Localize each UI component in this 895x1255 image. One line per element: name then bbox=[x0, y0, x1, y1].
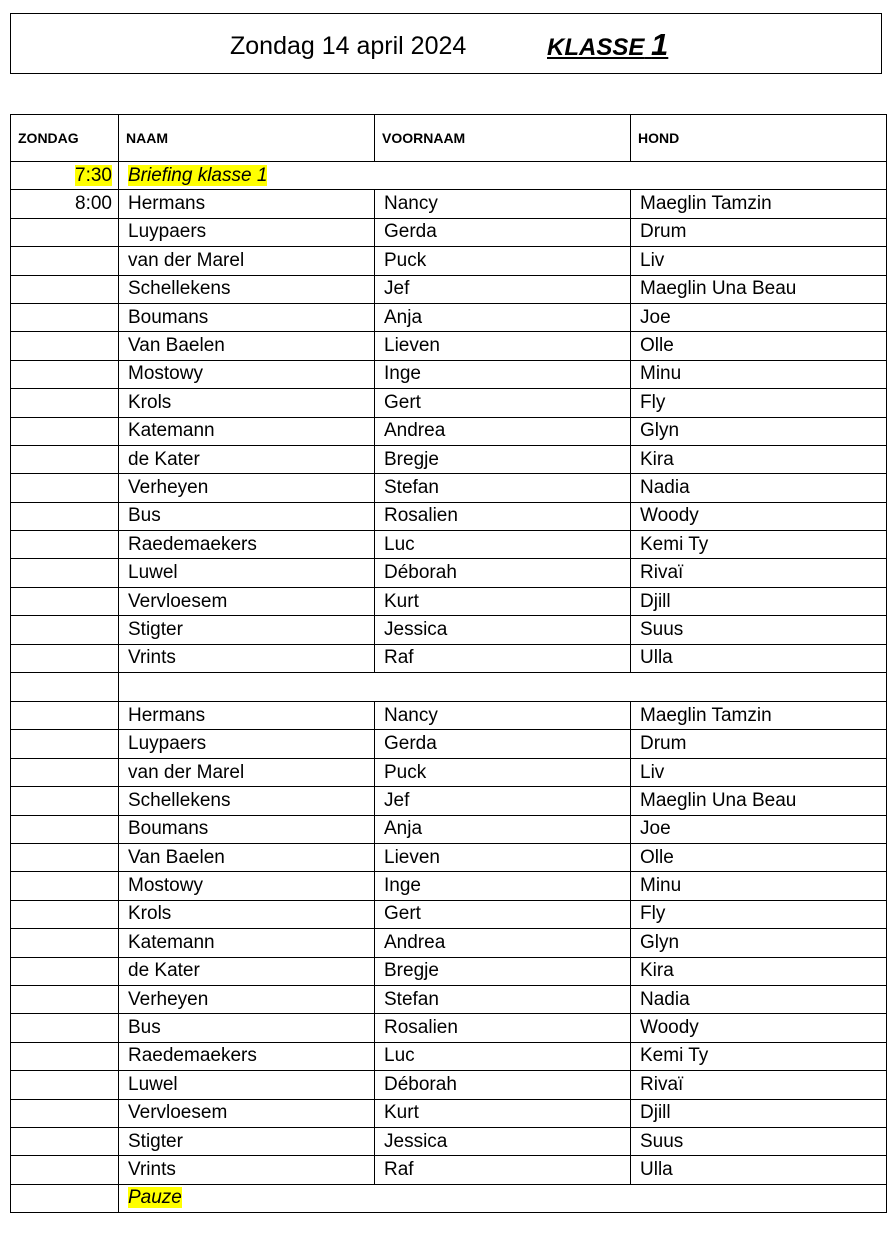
hond-cell: Maeglin Una Beau bbox=[631, 275, 887, 303]
time-cell bbox=[11, 417, 119, 445]
time-cell bbox=[11, 218, 119, 246]
voornaam-cell: Stefan bbox=[375, 474, 631, 502]
table-row bbox=[11, 531, 887, 559]
table-row bbox=[11, 900, 887, 928]
naam-cell: Vervloesem bbox=[119, 587, 375, 615]
voornaam-cell: Andrea bbox=[375, 417, 631, 445]
hond-cell: Nadia bbox=[631, 985, 887, 1013]
header-hond: HOND bbox=[631, 115, 887, 162]
table-row bbox=[11, 1127, 887, 1155]
table-row bbox=[11, 360, 887, 388]
briefing-time-cell bbox=[11, 162, 119, 190]
voornaam-cell: Puck bbox=[375, 247, 631, 275]
hond-cell: Djill bbox=[631, 1099, 887, 1127]
table-row bbox=[11, 332, 887, 360]
naam-cell: Schellekens bbox=[119, 275, 375, 303]
hond-cell: Fly bbox=[631, 900, 887, 928]
time-cell bbox=[11, 559, 119, 587]
hond-cell: Woody bbox=[631, 1014, 887, 1042]
hond-cell: Olle bbox=[631, 332, 887, 360]
naam-cell: Vervloesem bbox=[119, 1099, 375, 1127]
voornaam-cell: Jef bbox=[375, 787, 631, 815]
hond-cell: Nadia bbox=[631, 474, 887, 502]
time-cell bbox=[11, 332, 119, 360]
briefing-time: 7:30 bbox=[75, 164, 112, 186]
naam-cell: Vrints bbox=[119, 644, 375, 672]
naam-cell: van der Marel bbox=[119, 758, 375, 786]
klasse-title bbox=[547, 28, 668, 65]
naam-cell: Krols bbox=[119, 389, 375, 417]
time-cell bbox=[11, 1014, 119, 1042]
naam-cell: Luwel bbox=[119, 1071, 375, 1099]
voornaam-cell: Bregje bbox=[375, 445, 631, 473]
hond-cell: Joe bbox=[631, 303, 887, 331]
naam-cell: Mostowy bbox=[119, 360, 375, 388]
title-box bbox=[10, 13, 882, 74]
table-row bbox=[11, 730, 887, 758]
voornaam-cell: Stefan bbox=[375, 985, 631, 1013]
time-cell bbox=[11, 900, 119, 928]
voornaam-cell: Raf bbox=[375, 644, 631, 672]
voornaam-cell: Kurt bbox=[375, 1099, 631, 1127]
header-voornaam: VOORNAAM bbox=[375, 115, 631, 162]
time-cell bbox=[11, 1127, 119, 1155]
voornaam-cell: Nancy bbox=[375, 702, 631, 730]
naam-cell: Vrints bbox=[119, 1156, 375, 1184]
hond-cell: Kira bbox=[631, 445, 887, 473]
naam-cell: Van Baelen bbox=[119, 843, 375, 871]
table-row bbox=[11, 303, 887, 331]
table-row bbox=[11, 957, 887, 985]
voornaam-cell: Lieven bbox=[375, 332, 631, 360]
naam-cell: Krols bbox=[119, 900, 375, 928]
hond-cell: Maeglin Tamzin bbox=[631, 190, 887, 218]
table-row bbox=[11, 616, 887, 644]
voornaam-cell: Jessica bbox=[375, 616, 631, 644]
time-cell bbox=[11, 275, 119, 303]
hond-cell: Kemi Ty bbox=[631, 531, 887, 559]
hond-cell: Glyn bbox=[631, 929, 887, 957]
naam-cell: Luwel bbox=[119, 559, 375, 587]
time-cell bbox=[11, 445, 119, 473]
voornaam-cell: Jef bbox=[375, 275, 631, 303]
voornaam-cell: Gert bbox=[375, 389, 631, 417]
hond-cell: Olle bbox=[631, 843, 887, 871]
table-row bbox=[11, 247, 887, 275]
time-cell bbox=[11, 502, 119, 530]
voornaam-cell: Jessica bbox=[375, 1127, 631, 1155]
table-row bbox=[11, 1042, 887, 1070]
time-cell bbox=[11, 730, 119, 758]
naam-cell: van der Marel bbox=[119, 247, 375, 275]
voornaam-cell: Gert bbox=[375, 900, 631, 928]
table-row bbox=[11, 218, 887, 246]
voornaam-cell: Andrea bbox=[375, 929, 631, 957]
hond-cell: Minu bbox=[631, 872, 887, 900]
naam-cell: Boumans bbox=[119, 303, 375, 331]
time-cell bbox=[11, 389, 119, 417]
briefing-cell bbox=[119, 162, 887, 190]
time-cell bbox=[11, 644, 119, 672]
hond-cell: Djill bbox=[631, 587, 887, 615]
naam-cell: Bus bbox=[119, 1014, 375, 1042]
table-row bbox=[11, 389, 887, 417]
voornaam-cell: Luc bbox=[375, 1042, 631, 1070]
table-row bbox=[11, 1099, 887, 1127]
naam-cell: Verheyen bbox=[119, 474, 375, 502]
time-cell bbox=[11, 872, 119, 900]
time-cell bbox=[11, 1156, 119, 1184]
time-cell bbox=[11, 360, 119, 388]
hond-cell: Maeglin Tamzin bbox=[631, 702, 887, 730]
naam-cell: Hermans bbox=[119, 190, 375, 218]
pause-cell bbox=[119, 1184, 887, 1212]
table-row bbox=[11, 787, 887, 815]
briefing-label: Briefing klasse 1 bbox=[128, 164, 268, 186]
voornaam-cell: Gerda bbox=[375, 730, 631, 758]
naam-cell: Verheyen bbox=[119, 985, 375, 1013]
pause-time-cell bbox=[11, 1184, 119, 1212]
table-row bbox=[11, 929, 887, 957]
table-row bbox=[11, 559, 887, 587]
spacer-time-cell bbox=[11, 673, 119, 702]
hond-cell: Joe bbox=[631, 815, 887, 843]
time-cell: 8:00 bbox=[11, 190, 119, 218]
naam-cell: Boumans bbox=[119, 815, 375, 843]
table-row bbox=[11, 843, 887, 871]
time-cell bbox=[11, 474, 119, 502]
time-cell bbox=[11, 616, 119, 644]
header-naam: NAAM bbox=[119, 115, 375, 162]
voornaam-cell: Anja bbox=[375, 303, 631, 331]
voornaam-cell: Luc bbox=[375, 531, 631, 559]
table-row bbox=[11, 702, 887, 730]
naam-cell: Katemann bbox=[119, 929, 375, 957]
hond-cell: Rivaï bbox=[631, 1071, 887, 1099]
hond-cell: Suus bbox=[631, 616, 887, 644]
voornaam-cell: Déborah bbox=[375, 559, 631, 587]
table-row bbox=[11, 1014, 887, 1042]
briefing-row bbox=[11, 162, 887, 190]
table-row bbox=[11, 644, 887, 672]
table-row bbox=[11, 1071, 887, 1099]
hond-cell: Minu bbox=[631, 360, 887, 388]
hond-cell: Woody bbox=[631, 502, 887, 530]
voornaam-cell: Lieven bbox=[375, 843, 631, 871]
time-cell bbox=[11, 815, 119, 843]
hond-cell: Liv bbox=[631, 247, 887, 275]
time-cell bbox=[11, 957, 119, 985]
time-cell bbox=[11, 587, 119, 615]
naam-cell: Raedemaekers bbox=[119, 1042, 375, 1070]
time-cell bbox=[11, 247, 119, 275]
table-row bbox=[11, 758, 887, 786]
naam-cell: Van Baelen bbox=[119, 332, 375, 360]
naam-cell: Bus bbox=[119, 502, 375, 530]
hond-cell: Drum bbox=[631, 218, 887, 246]
table-row bbox=[11, 474, 887, 502]
time-cell bbox=[11, 787, 119, 815]
table-row bbox=[11, 445, 887, 473]
hond-cell: Maeglin Una Beau bbox=[631, 787, 887, 815]
hond-cell: Fly bbox=[631, 389, 887, 417]
naam-cell: Katemann bbox=[119, 417, 375, 445]
table-row bbox=[11, 587, 887, 615]
naam-cell: Stigter bbox=[119, 616, 375, 644]
table-row bbox=[11, 872, 887, 900]
naam-cell: de Kater bbox=[119, 957, 375, 985]
hond-cell: Rivaï bbox=[631, 559, 887, 587]
pause-label: Pauze bbox=[128, 1187, 182, 1209]
naam-cell: Raedemaekers bbox=[119, 531, 375, 559]
naam-cell: Luypaers bbox=[119, 730, 375, 758]
voornaam-cell: Puck bbox=[375, 758, 631, 786]
hond-cell: Suus bbox=[631, 1127, 887, 1155]
voornaam-cell: Bregje bbox=[375, 957, 631, 985]
voornaam-cell: Nancy bbox=[375, 190, 631, 218]
table-row bbox=[11, 190, 887, 218]
hond-cell: Liv bbox=[631, 758, 887, 786]
voornaam-cell: Kurt bbox=[375, 587, 631, 615]
naam-cell: de Kater bbox=[119, 445, 375, 473]
voornaam-cell: Inge bbox=[375, 872, 631, 900]
time-cell bbox=[11, 985, 119, 1013]
time-cell bbox=[11, 1071, 119, 1099]
klasse-number: 1 bbox=[651, 27, 669, 62]
voornaam-cell: Rosalien bbox=[375, 502, 631, 530]
table-header-row bbox=[11, 115, 887, 162]
naam-cell: Schellekens bbox=[119, 787, 375, 815]
time-cell bbox=[11, 531, 119, 559]
voornaam-cell: Rosalien bbox=[375, 1014, 631, 1042]
hond-cell: Drum bbox=[631, 730, 887, 758]
time-cell bbox=[11, 303, 119, 331]
table-row bbox=[11, 815, 887, 843]
time-cell bbox=[11, 702, 119, 730]
header-zondag: ZONDAG bbox=[11, 115, 119, 162]
table-row bbox=[11, 417, 887, 445]
table-row bbox=[11, 275, 887, 303]
naam-cell: Stigter bbox=[119, 1127, 375, 1155]
voornaam-cell: Inge bbox=[375, 360, 631, 388]
table-row bbox=[11, 985, 887, 1013]
time-cell bbox=[11, 929, 119, 957]
time-cell bbox=[11, 758, 119, 786]
naam-cell: Mostowy bbox=[119, 872, 375, 900]
hond-cell: Kira bbox=[631, 957, 887, 985]
spacer-row bbox=[11, 673, 887, 702]
table-row bbox=[11, 1156, 887, 1184]
time-cell bbox=[11, 843, 119, 871]
naam-cell: Hermans bbox=[119, 702, 375, 730]
voornaam-cell: Raf bbox=[375, 1156, 631, 1184]
pause-row bbox=[11, 1184, 887, 1212]
klasse-label: KLASSE bbox=[547, 34, 645, 61]
naam-cell: Luypaers bbox=[119, 218, 375, 246]
voornaam-cell: Gerda bbox=[375, 218, 631, 246]
time-cell bbox=[11, 1042, 119, 1070]
voornaam-cell: Anja bbox=[375, 815, 631, 843]
table-row bbox=[11, 502, 887, 530]
page-title-date: Zondag 14 april 2024 bbox=[230, 32, 467, 60]
hond-cell: Kemi Ty bbox=[631, 1042, 887, 1070]
spacer-cell bbox=[119, 673, 887, 702]
hond-cell: Ulla bbox=[631, 1156, 887, 1184]
hond-cell: Ulla bbox=[631, 644, 887, 672]
schedule-table bbox=[10, 114, 887, 1213]
voornaam-cell: Déborah bbox=[375, 1071, 631, 1099]
hond-cell: Glyn bbox=[631, 417, 887, 445]
time-cell bbox=[11, 1099, 119, 1127]
